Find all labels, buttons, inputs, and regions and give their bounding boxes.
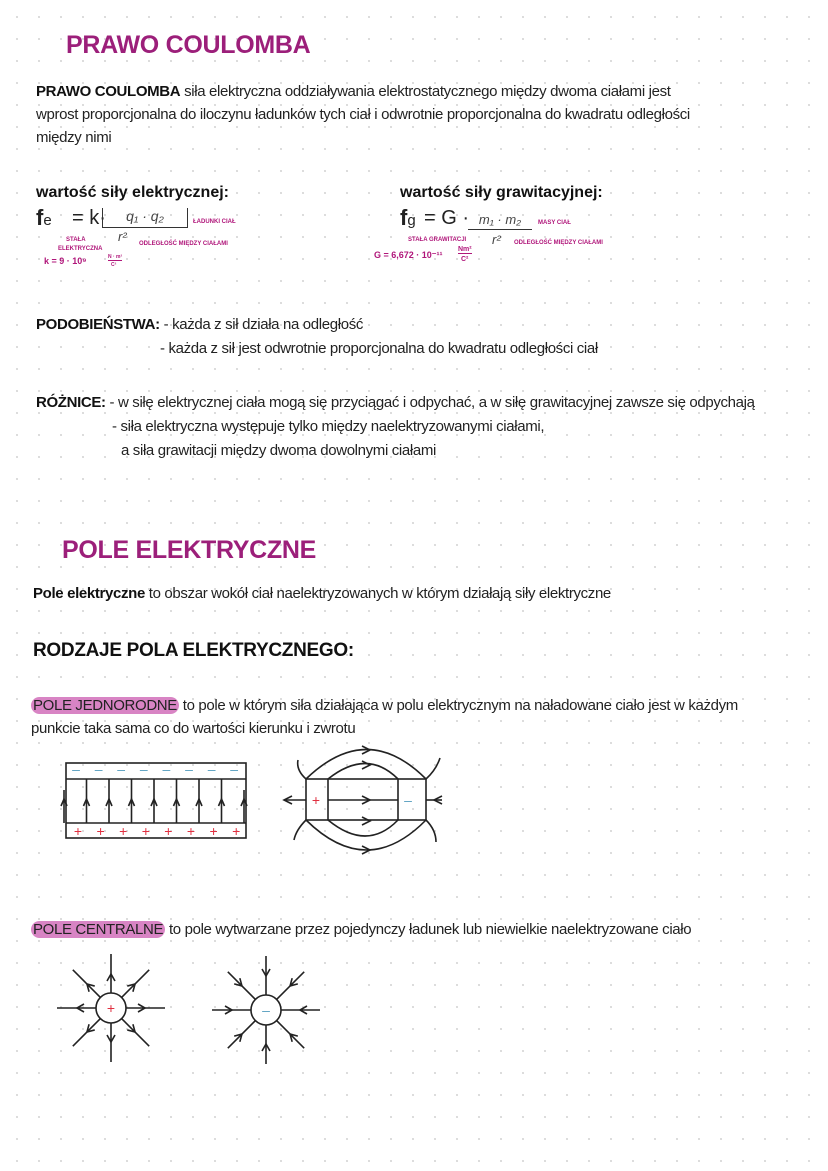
gravity-numerator: m₁ · m₂ — [468, 212, 532, 230]
capacitor-frame — [66, 763, 246, 838]
arrow-icon — [362, 817, 370, 825]
plus-sign: + — [164, 823, 173, 839]
unit-num: N · m² — [108, 254, 123, 260]
gravity-heading: wartość siły grawitacyjnej: — [400, 184, 603, 201]
difference-item: - siła elektryczna występuje tylko między naelektryzowanymi ciałami, — [112, 418, 545, 435]
uniform-field-capacitor — [61, 761, 247, 839]
dipole-field — [284, 746, 442, 854]
plus-sign: + — [209, 823, 218, 839]
field-title: POLE ELEKTRYCZNE — [62, 536, 317, 564]
minus-sign: – — [230, 761, 239, 777]
differences-label: RÓŻNICE: — [36, 394, 106, 411]
plus-sign: + — [73, 823, 83, 839]
field-line — [298, 760, 306, 779]
unit-num: Nm² — [458, 246, 472, 253]
plus-sign: + — [96, 823, 105, 839]
arrow-icon — [362, 761, 370, 769]
label-charges: ŁADUNKI CIAŁ — [193, 219, 236, 225]
gravity-eq: = G · — [424, 207, 470, 229]
similarity-item: - każda z sił działa na odległość — [163, 316, 364, 333]
label-masses: MASY CIAŁ — [538, 220, 571, 226]
field-line — [328, 820, 398, 836]
plus-sign: + — [119, 823, 128, 839]
definition-text: to pole w którym siła działająca w polu elektrycznym na naładowane ciało jest w każdym — [178, 697, 738, 714]
plus-sign: + — [141, 823, 150, 839]
label-distance: ODLEGŁOŚĆ MIĘDZY CIAŁAMI — [139, 241, 228, 247]
difference-item: a siła grawitacji między dwoma dowolnymi ciałami — [121, 442, 436, 459]
minus-sign: – — [139, 761, 148, 777]
positive-charge-field — [57, 954, 165, 1062]
electric-eq: = k· — [72, 207, 106, 229]
label-constant: STAŁA — [66, 237, 86, 243]
electric-lhs: fe — [36, 205, 52, 230]
plus-sign: + — [232, 823, 241, 839]
definition-text: wprost proporcjonalna do iloczynu ładunków tych ciał i odwrotnie proporcjonalna do kwadratu odległości — [36, 106, 690, 123]
electric-constant: k = 9 · 10⁹ — [44, 256, 87, 266]
electric-heading: wartość siły elektrycznej: — [36, 184, 229, 201]
field-line — [328, 764, 398, 780]
field-line — [426, 758, 440, 779]
definition-text: punkcie taka sama co do wartości kierunku i zwrotu — [31, 720, 356, 737]
plus-sign: + — [106, 1000, 116, 1016]
definition-text: to obszar wokół ciał naelektryzowanych w którym działają siły elektryczne — [144, 585, 611, 602]
label-distance: ODLEGŁOŚĆ MIĘDZY CIAŁAMI — [514, 240, 603, 246]
similarity-item: - każda z sił jest odwrotnie proporcjonalna do kwadratu odległości ciał — [160, 340, 598, 357]
minus-sign: – — [162, 761, 171, 777]
central-definition — [31, 918, 691, 941]
minus-sign: – — [207, 761, 216, 777]
field-line — [306, 820, 426, 850]
similarities-label: PODOBIEŃSTWA: — [36, 316, 160, 333]
types-heading: RODZAJE POLA ELEKTRYCZNEGO: — [33, 640, 354, 661]
gravity-lhs: fg — [400, 205, 416, 230]
minus-sign: – — [94, 761, 103, 777]
coulomb-title: PRAWO COULOMBA — [66, 31, 311, 59]
label-constant: ELEKTRYCZNA — [58, 246, 103, 252]
difference-item: - w siłę elektrycznej ciała mogą się przyciągać i odpychać, a w siłę grawitacyjnej zawsze się odpychają — [109, 394, 755, 411]
negative-charge-field — [212, 956, 320, 1064]
electric-denominator: r² — [118, 229, 127, 244]
gravity-denominator: r² — [492, 232, 501, 247]
field-line — [426, 820, 436, 842]
field-line — [294, 820, 306, 840]
field-term: Pole elektryczne — [33, 585, 145, 602]
coulomb-term: PRAWO COULOMBA — [36, 83, 181, 100]
definition-text: siła elektryczna oddziaływania elektrostatycznego między dwoma ciałami jest — [180, 83, 671, 100]
unit-den: C² — [461, 256, 469, 263]
unit-den: C² — [111, 262, 117, 268]
label-constant: STAŁA GRAWITACJI — [408, 237, 467, 243]
electric-numerator: q₁ · q₂ — [102, 208, 188, 228]
minus-sign: – — [262, 1002, 270, 1018]
gravity-constant: G = 6,672 · 10⁻¹¹ — [374, 250, 443, 260]
central-term-highlight: POLE CENTRALNE — [33, 921, 164, 938]
plus-sign: + — [311, 792, 321, 808]
minus-sign: – — [72, 761, 80, 777]
definition-text: między nimi — [36, 129, 112, 146]
definition-text: to pole wytwarzane przez pojedynczy ładunek lub niewielkie naelektryzowane ciało — [165, 921, 692, 938]
plus-sign: + — [186, 823, 196, 839]
minus-sign: – — [185, 761, 193, 777]
uniform-term-highlight: POLE JEDNORODNE — [33, 697, 177, 714]
minus-sign: – — [404, 792, 412, 808]
minus-sign: – — [117, 761, 126, 777]
